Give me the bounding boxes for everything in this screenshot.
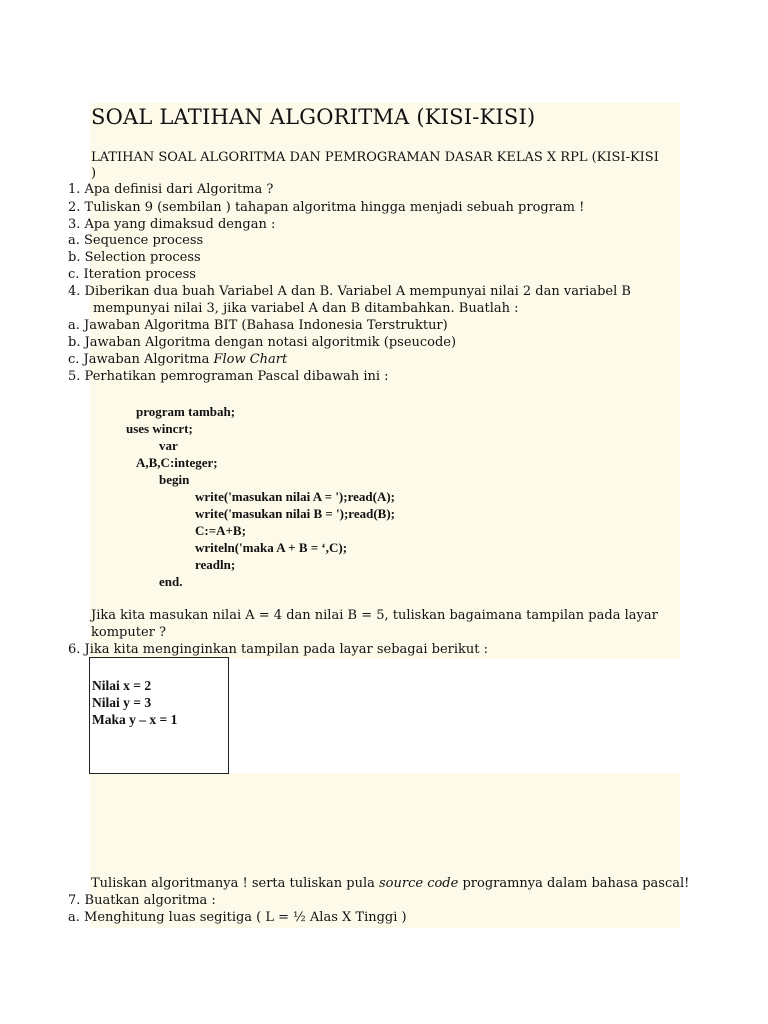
question-6-instruction <box>91 876 689 891</box>
code-line: readln; <box>195 557 236 572</box>
question-3c: c. Iteration process <box>68 267 196 282</box>
question-6: 6. Jika kita menginginkan tampilan pada layar sebagai berikut : <box>68 642 489 657</box>
code-line: write('masukan nilai A = ');read(A); <box>195 489 395 504</box>
subtitle-line-2: ) <box>91 166 97 181</box>
question-7: 7. Buatkan algoritma : <box>68 893 216 908</box>
screen-output-box <box>89 657 229 774</box>
question-3a: a. Sequence process <box>68 233 204 248</box>
question-5: 5. Perhatikan pemrograman Pascal dibawah ini : <box>68 369 389 384</box>
subtitle-line-1: LATIHAN SOAL ALGORITMA DAN PEMROGRAMAN DASAR KELAS X RPL (KISI-KISI <box>91 150 659 165</box>
question-2: 2. Tuliskan 9 (sembilan ) tahapan algoritma hingga menjadi sebuah program ! <box>68 200 585 215</box>
output-line: Maka y – x = 1 <box>92 712 178 727</box>
question-6-instruction-prefix: Tuliskan algoritmanya ! serta tuliskan pula <box>91 876 379 891</box>
question-5-prompt-2: komputer ? <box>91 625 166 640</box>
code-line: A,B,C:integer; <box>136 455 218 470</box>
question-1: 1. Apa definisi dari Algoritma ? <box>68 182 274 197</box>
question-3b: b. Selection process <box>68 250 201 265</box>
code-line: C:=A+B; <box>195 523 246 538</box>
question-4b: b. Jawaban Algoritma dengan notasi algoritmik (pseucode) <box>68 335 457 350</box>
code-line: write('masukan nilai B = ');read(B); <box>195 506 395 521</box>
code-line: end. <box>159 574 183 589</box>
output-line: Nilai x = 2 <box>92 678 152 693</box>
question-7a: a. Menghitung luas segitiga ( L = ½ Alas X Tinggi ) <box>68 910 407 925</box>
output-line: Nilai y = 3 <box>92 695 152 710</box>
question-4c-prefix: c. Jawaban Algoritma <box>68 352 214 367</box>
question-4c-emphasis: Flow Chart <box>213 352 288 367</box>
code-line: var <box>159 438 178 453</box>
question-4-continued: mempunyai nilai 3, jika variabel A dan B ditambahkan. Buatlah : <box>93 301 519 316</box>
code-line: program tambah; <box>136 404 236 419</box>
code-line: uses wincrt; <box>126 421 193 436</box>
question-6-instruction-emphasis: source code <box>379 876 459 891</box>
question-4: 4. Diberikan dua buah Variabel A dan B. Variabel A mempunyai nilai 2 dan variabel B <box>68 284 631 299</box>
code-line: begin <box>159 472 190 487</box>
question-4c <box>68 352 287 367</box>
code-line: writeln('maka A + B = ‘,C); <box>195 540 348 555</box>
question-4a: a. Jawaban Algoritma BIT (Bahasa Indonesia Terstruktur) <box>68 318 448 333</box>
question-3: 3. Apa yang dimaksud dengan : <box>68 217 276 232</box>
page-title: SOAL LATIHAN ALGORITMA (KISI-KISI) <box>91 105 536 129</box>
question-5-prompt-1: Jika kita masukan nilai A = 4 dan nilai B = 5, tuliskan bagaimana tampilan pada layar <box>91 608 658 623</box>
question-6-instruction-suffix: programnya dalam bahasa pascal! <box>458 876 690 891</box>
